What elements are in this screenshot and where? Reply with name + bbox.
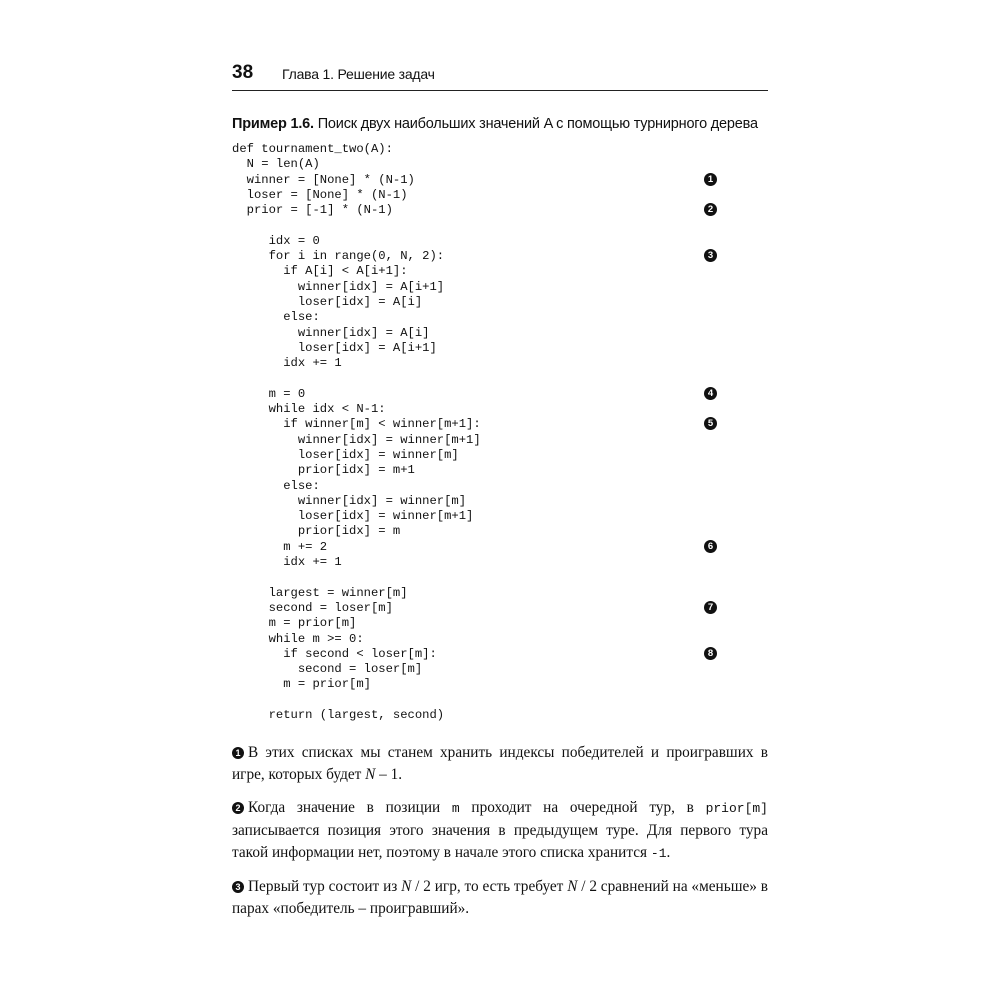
code-notes: [232, 742, 768, 931]
code-text: return (largest, second): [232, 707, 445, 722]
note-text: проходит на очередной тур, в: [459, 799, 706, 816]
code-line: [232, 494, 532, 509]
listing-title: Поиск двух наибольших значений A с помощью турнирного дерева: [317, 116, 758, 132]
callout-marker: 2: [704, 203, 717, 216]
page-header: [232, 60, 768, 91]
page-number: 38: [232, 62, 254, 83]
code-text: loser[idx] = A[i]: [232, 294, 423, 309]
callout-marker: 3: [232, 881, 244, 893]
note-text: записывается позиция этого значения в предыдущем туре. Для первого тура такой информации нет, поэтому в начале этого списка хранится: [232, 822, 768, 861]
code-text: if A[i] < A[i+1]:: [232, 264, 408, 279]
code-line: [232, 264, 532, 279]
note-text: .: [666, 844, 671, 861]
code-line: [232, 386, 714, 402]
code-line: [232, 356, 532, 371]
code-text: idx = 0: [232, 233, 320, 248]
code-line: [232, 249, 714, 264]
code-text: else:: [232, 478, 320, 493]
code-text: prior[idx] = m: [232, 524, 401, 539]
code-text: else:: [232, 310, 320, 325]
code-text: winner = [None] * (N-1): [232, 172, 415, 187]
callout-marker: 5: [704, 417, 717, 430]
code-line: [232, 509, 532, 524]
code-text: largest = winner[m]: [232, 585, 408, 600]
code-line: [232, 570, 532, 585]
note-paragraph: [232, 876, 768, 920]
code-line: [232, 600, 714, 616]
code-line: [232, 693, 532, 708]
code-text: m = prior[m]: [232, 677, 371, 692]
code-line: [232, 433, 532, 448]
chapter-title: Глава 1. Решение задач: [282, 66, 435, 82]
code-line: [232, 677, 532, 692]
code-text: idx += 1: [232, 555, 342, 570]
inline-code: prior[m]: [705, 801, 768, 816]
callout-marker: 1: [232, 747, 244, 759]
code-text: second = loser[m]: [232, 600, 393, 615]
code-line: [232, 371, 532, 386]
code-text: while m >= 0:: [232, 631, 364, 646]
math-variable: N: [401, 878, 412, 895]
code-text: loser = [None] * (N-1): [232, 187, 408, 202]
code-line: [232, 172, 714, 188]
code-line: [232, 218, 532, 233]
code-line: [232, 479, 532, 494]
callout-marker: 2: [232, 802, 244, 814]
code-line: [232, 463, 532, 478]
code-text: while idx < N-1:: [232, 402, 386, 417]
note-text: – 1.: [375, 766, 403, 783]
callout-marker: 3: [704, 249, 717, 262]
code-text: m = 0: [232, 386, 306, 401]
code-text: for i in range(0, N, 2):: [232, 249, 445, 264]
note-paragraph: [232, 742, 768, 786]
callout-marker: 7: [704, 601, 717, 614]
code-line: [232, 402, 532, 417]
callout-marker: 6: [704, 540, 717, 553]
code-line: [232, 524, 532, 539]
code-line: [232, 295, 532, 310]
code-text: m = prior[m]: [232, 616, 357, 631]
code-line: [232, 616, 532, 631]
code-line: [232, 586, 532, 601]
code-text: loser[idx] = winner[m+1]: [232, 509, 474, 524]
code-line: [232, 417, 714, 432]
code-text: prior[idx] = m+1: [232, 463, 415, 478]
code-text: loser[idx] = A[i+1]: [232, 340, 437, 355]
code-text: if second < loser[m]:: [232, 646, 437, 661]
code-text: if winner[m] < winner[m+1]:: [232, 417, 481, 432]
code-text: second = loser[m]: [232, 662, 423, 677]
code-listing: [232, 142, 714, 723]
code-line: [232, 280, 532, 295]
code-line: [232, 157, 532, 172]
code-line: [232, 341, 532, 356]
code-line: [232, 310, 532, 325]
code-line: [232, 708, 532, 723]
callout-marker: 8: [704, 647, 717, 660]
inline-code: -1: [650, 846, 667, 861]
inline-code: m: [451, 801, 460, 816]
code-text: def tournament_two(A):: [232, 142, 393, 156]
code-text: winner[idx] = winner[m+1]: [232, 432, 481, 447]
note-text: / 2 игр, то есть требует: [411, 878, 568, 895]
code-line: [232, 555, 532, 570]
code-line: [232, 188, 532, 203]
listing-caption: [232, 116, 792, 132]
callout-marker: 4: [704, 387, 717, 400]
code-line: [232, 539, 714, 555]
code-line: [232, 234, 532, 249]
code-text: prior = [-1] * (N-1): [232, 203, 393, 218]
code-line: [232, 662, 532, 677]
code-line: [232, 632, 532, 647]
code-line: [232, 142, 532, 157]
code-text: winner[idx] = winner[m]: [232, 493, 467, 508]
code-text: loser[idx] = winner[m]: [232, 447, 459, 462]
note-paragraph: [232, 797, 768, 865]
code-line: [232, 646, 714, 662]
code-text: winner[idx] = A[i+1]: [232, 279, 445, 294]
code-line: [232, 448, 532, 463]
note-text: В этих списках мы станем хранить индексы победителей и проигравших в игре, которых будет: [232, 744, 768, 783]
math-variable: N: [365, 766, 376, 783]
code-text: N = len(A): [232, 157, 320, 172]
code-text: idx += 1: [232, 356, 342, 371]
callout-marker: 1: [704, 173, 717, 186]
listing-label: Пример 1.6.: [232, 116, 314, 132]
code-text: m += 2: [232, 539, 328, 554]
code-text: winner[idx] = A[i]: [232, 325, 430, 340]
math-variable: N: [567, 878, 578, 895]
note-text: Первый тур состоит из: [248, 878, 402, 895]
note-text: / 2 сравнений на «меньше» в парах «победитель – проигравший».: [232, 878, 768, 917]
note-text: Когда значение в позиции: [248, 799, 452, 816]
code-line: [232, 203, 714, 218]
code-line: [232, 326, 532, 341]
